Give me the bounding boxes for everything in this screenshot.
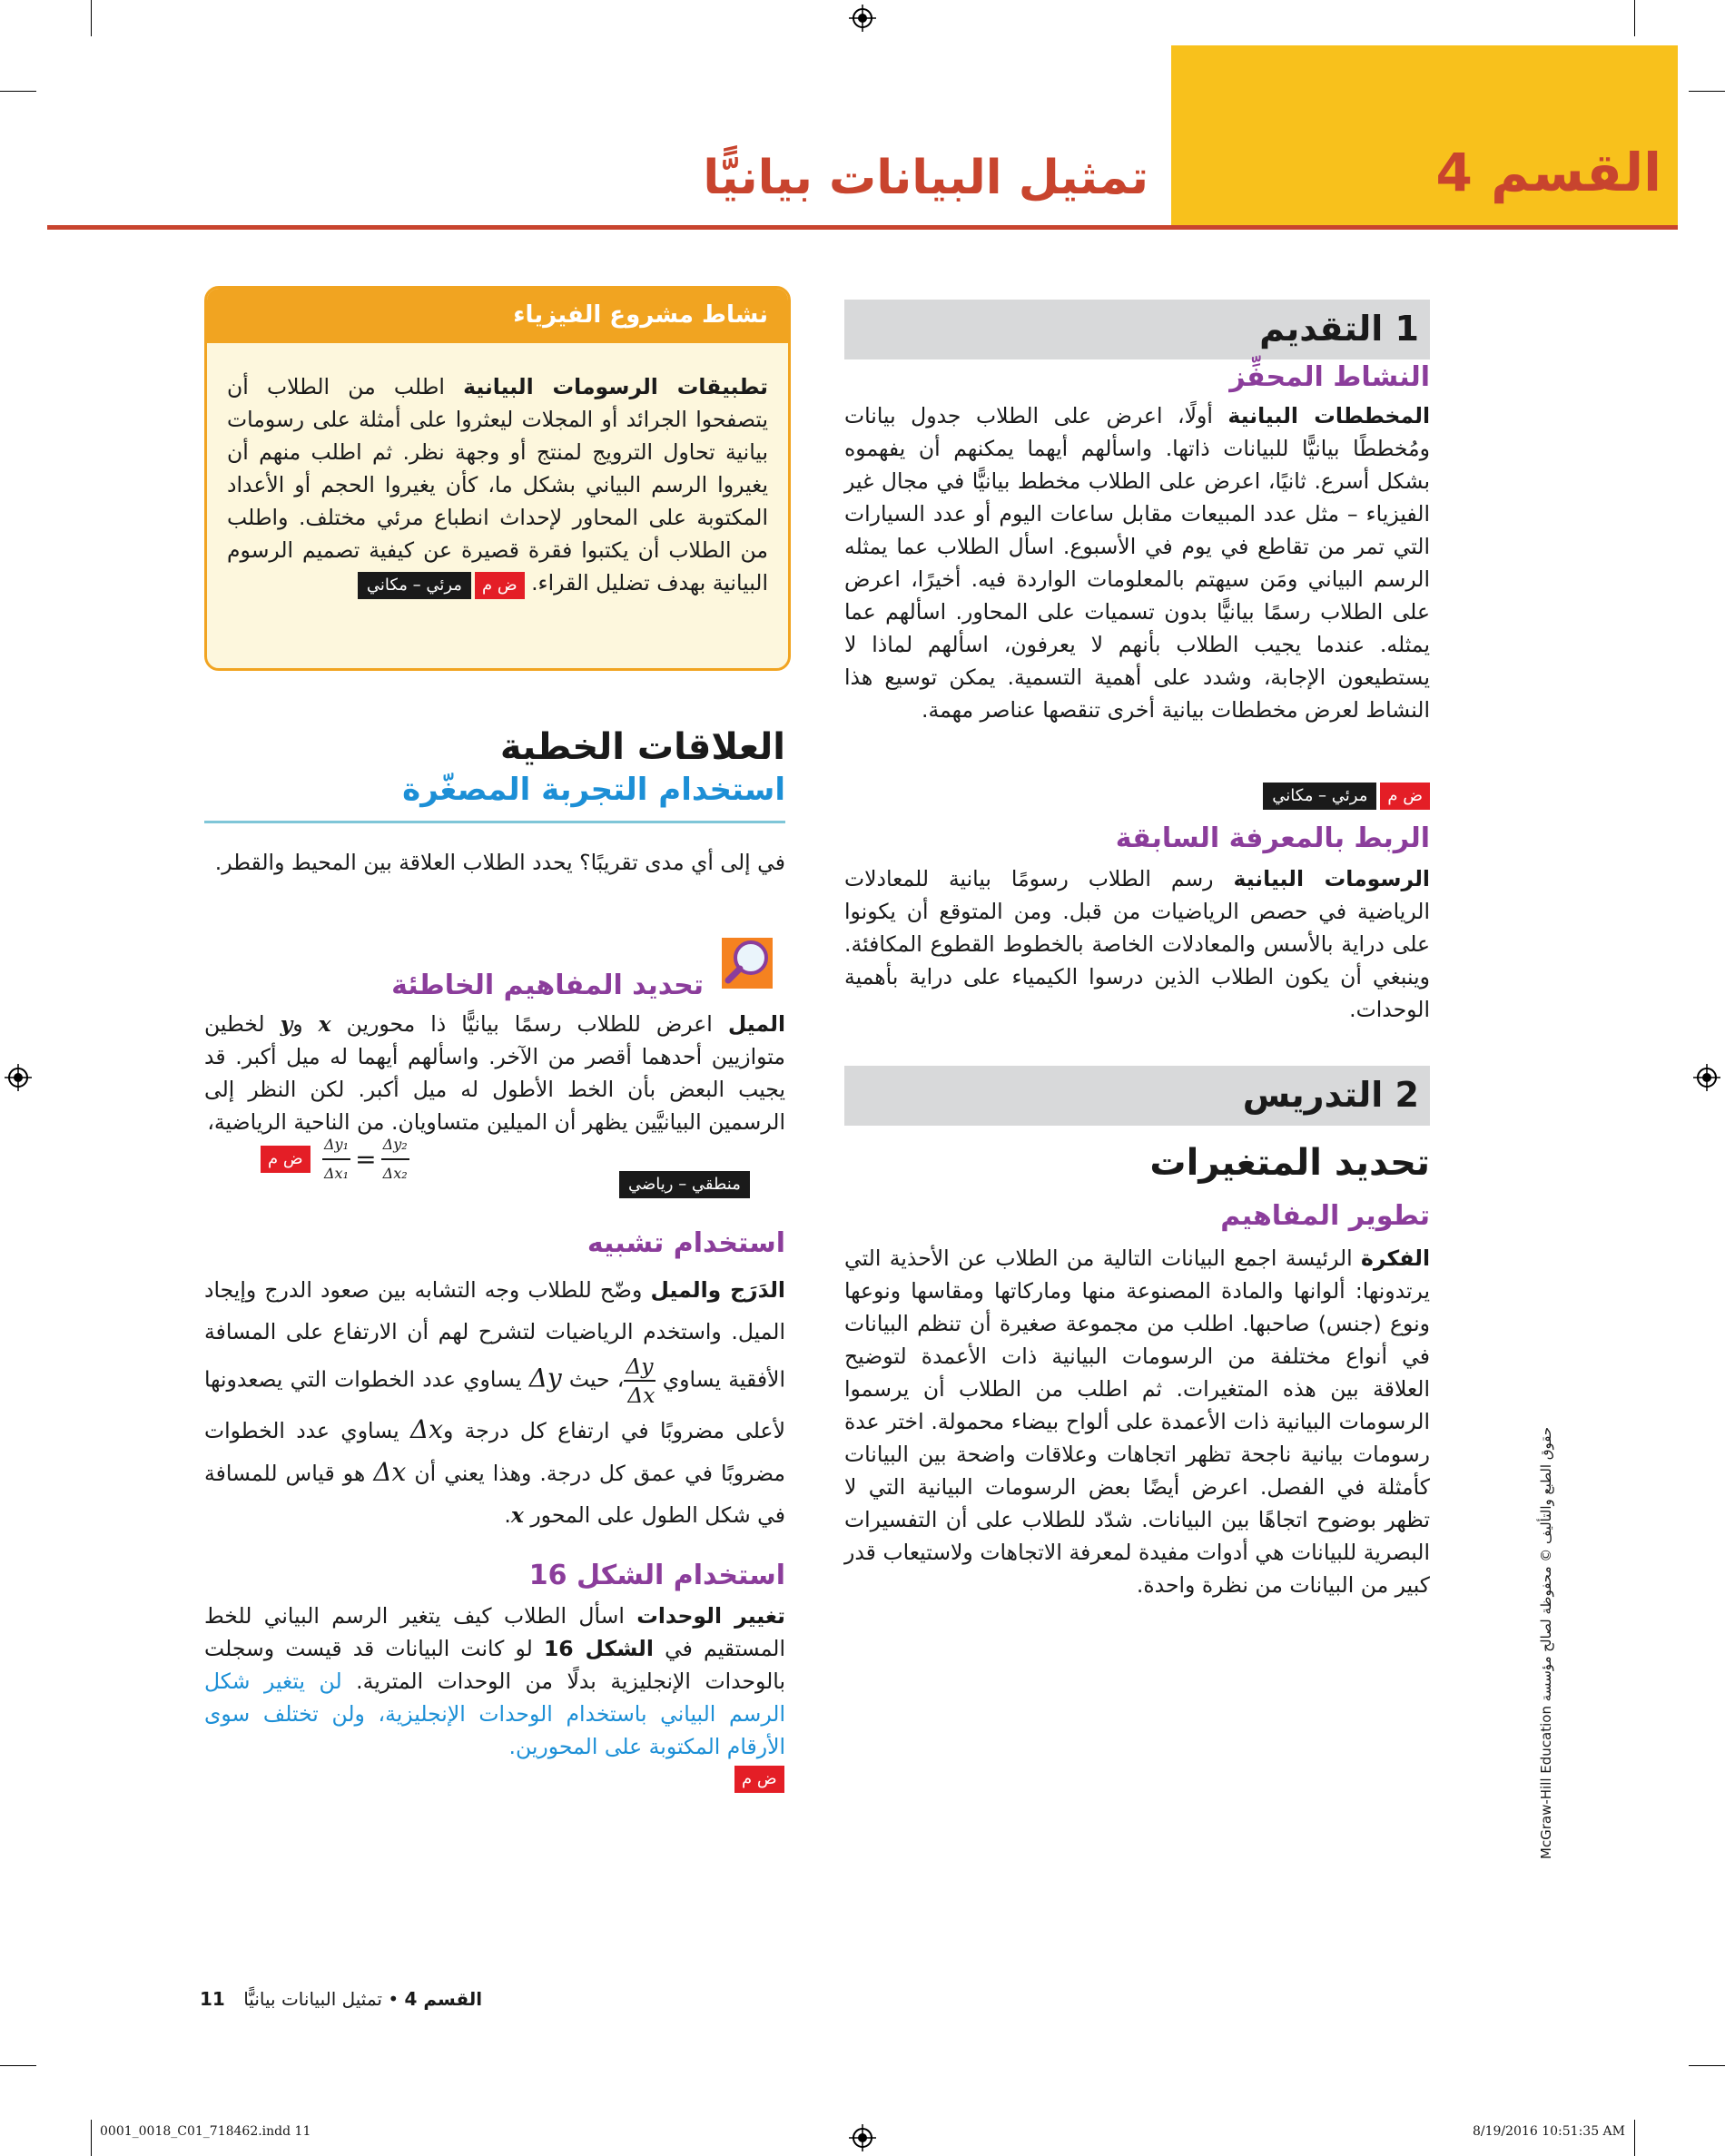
prior-lead: الرسومات البيانية bbox=[1233, 866, 1430, 891]
crop-mark bbox=[91, 0, 92, 36]
analogy-text: ، حيث bbox=[561, 1366, 625, 1393]
motivating-tags bbox=[844, 783, 1430, 810]
fraction-denominator: Δx₂ bbox=[382, 1165, 408, 1182]
intro-bar-title: 1 التقديم bbox=[1259, 309, 1419, 349]
figure16-answer: لن يتغير شكل الرسم البياني باستخدام الوحدات الإنجليزية، ولن تختلف سوى الأرقام المكتوبة على المحورين. bbox=[204, 1669, 785, 1759]
crop-mark bbox=[1634, 2120, 1635, 2156]
misconceptions-paragraph bbox=[204, 1008, 785, 1138]
teach-lead: الفكرة bbox=[1361, 1245, 1430, 1271]
tag-red: ض م bbox=[1380, 783, 1430, 810]
misconceptions-text: لخطين متوازيين أحدهما أقصر من الآخر. واسألهم أيهما له ميل أكبر. قد يجيب البعض بأن الخط الأطول له ميل أكبر. لكن النظر إلى الرسمين البيانيَّين يظهر أن الميلين متساويان. من الناحية الرياضية، bbox=[204, 1011, 785, 1135]
physics-box-header bbox=[207, 289, 788, 343]
crop-mark bbox=[1689, 2065, 1725, 2066]
analogy-text: . bbox=[504, 1502, 511, 1528]
misconceptions-tag-red bbox=[257, 1146, 310, 1173]
figure16-tags bbox=[731, 1766, 784, 1793]
tag-black: مرئي – مكاني bbox=[1263, 783, 1376, 810]
tag-red: ض م bbox=[475, 572, 525, 599]
teach-paragraph bbox=[844, 1242, 1430, 1601]
physics-box-title: نشاط مشروع الفيزياء bbox=[513, 301, 768, 329]
teal-rule bbox=[204, 821, 785, 823]
misconceptions-text: اعرض للطلاب رسمًا بيانيًّا ذا محورين bbox=[330, 1011, 728, 1037]
slope-equation bbox=[322, 1131, 409, 1187]
conjunction: و bbox=[292, 1011, 319, 1037]
tag-black: منطقي – رياضي bbox=[619, 1171, 750, 1198]
prior-text: رسم الطلاب رسومًا بيانية للمعادلات الرياضية في حصص الرياضيات من قبل. ومن المتوقع أن يكونوا على دراية بالأسس والمعادلات الخاصة بالخطوط القطوع المكافئة. وينبغي أن يكون الطلاب الذين درسوا الكيمياء على دراية بأهمية الوحدات. bbox=[844, 866, 1430, 1022]
misconceptions-lead: الميل bbox=[727, 1011, 786, 1037]
fraction-denominator: Δx₁ bbox=[324, 1165, 349, 1182]
var-x: x bbox=[510, 1502, 524, 1528]
teach-heading: تحديد المتغيرات bbox=[1149, 1142, 1430, 1184]
motivating-heading: النشاط المحفِّز bbox=[1229, 361, 1430, 393]
footer-bullet: • bbox=[388, 1988, 399, 2010]
analogy-text: وضّح للطلاب وجه التشابه بين صعود الدرج وإيجاد الميل. واستخدم الرياضيات لتشرح لهم أن الارتفاع على المسافة الأفقية يساوي bbox=[204, 1277, 785, 1393]
slug-date: 8/19/2016 10:51:35 AM bbox=[1472, 2124, 1625, 2139]
physics-project-box bbox=[204, 286, 791, 671]
motivating-lead: المخططات البيانية bbox=[1227, 403, 1431, 428]
crop-mark bbox=[0, 2065, 36, 2066]
crop-mark bbox=[1689, 91, 1725, 92]
delta-x: Δx bbox=[409, 1414, 443, 1444]
fraction-denominator: Δx bbox=[627, 1383, 656, 1408]
tag-red: ض م bbox=[261, 1146, 310, 1173]
analogy-text: يساوي عدد الخطوات التي يصعدونها لأعلى مضروبًا في ارتفاع كل درجة و bbox=[204, 1366, 785, 1443]
figure16-lead: تغيير الوحدات bbox=[636, 1603, 785, 1629]
teach-text: الرئيسة اجمع البيانات التالية من الطلاب عن الأحذية التي يرتدونها: ألوانها والمادة المصنوعة منها وماركاتها ومقاسها ونوعها ونوع (جنس) صاحبها. اطلب من مجموعة صغيرة أن تنظم البيانات في أنواع مختلفة من الرسومات البيانية ذات الأعمدة لتوضيح العلاقة بين هذه المتغيرات. ثم اطلب من الطلاب أن يرسموا الرسومات البيانية ذات الأعمدة على ألواح بيضاء محمولة. اختر عدة رسومات بيانية ناجحة تظهر اتجاهات وعلاقات واضحة بين البيانات كأمثلة في الفصل. اعرض أيضًا بعض الرسومات البيانية التي لا تظهر بوضوح اتجاهًا بين البيانات. شدّد للطلاب على أن التفسيرات البصرية للبيانات هي أدوات مفيدة لمعرفة الاتجاهات ولاستيعاب قدر كبير من البيانات من نظرة واحدة. bbox=[844, 1245, 1430, 1598]
page-footer bbox=[200, 1988, 482, 2010]
registration-mark-icon bbox=[1693, 1064, 1720, 1091]
delta-y: Δy bbox=[528, 1363, 562, 1393]
analogy-paragraph bbox=[204, 1269, 785, 1536]
figure16-text: لو كانت البيانات قد قيست وسجلت بالوحدات الإنجليزية بدلًا من الوحدات المترية. bbox=[204, 1636, 786, 1694]
tag-red: ض م bbox=[734, 1766, 784, 1793]
figure16-text: اسأل الطلاب كيف يتغير الرسم البياني للخط المستقيم في bbox=[204, 1603, 786, 1661]
motivating-paragraph bbox=[844, 399, 1430, 726]
figure-reference: الشكل 16 bbox=[543, 1636, 654, 1661]
crop-mark bbox=[91, 2120, 92, 2156]
fraction bbox=[624, 1353, 655, 1409]
misconceptions-heading: تحديد المفاهيم الخاطئة bbox=[391, 970, 704, 1001]
fraction-numerator: Δy₂ bbox=[381, 1131, 409, 1160]
delta-x: Δx bbox=[373, 1457, 407, 1487]
section-label: القسم 4 bbox=[1435, 142, 1661, 203]
crop-mark bbox=[1634, 0, 1635, 36]
teach-subheading: تطوير المفاهيم bbox=[1220, 1200, 1430, 1232]
intro-bar bbox=[844, 300, 1430, 359]
figure16-paragraph bbox=[204, 1600, 785, 1763]
registration-mark-icon bbox=[849, 2124, 876, 2151]
analogy-text: يساوي عدد الخطوات مضروبًا في عمق كل درجة. وهذا يعني أن bbox=[204, 1418, 785, 1486]
crop-mark bbox=[0, 91, 36, 92]
var-x: x bbox=[318, 1011, 331, 1037]
page-number: 11 bbox=[200, 1988, 225, 2010]
linear-heading: العلاقات الخطية bbox=[499, 726, 785, 768]
figure16-heading: استخدام الشكل 16 bbox=[528, 1560, 785, 1591]
fraction bbox=[381, 1131, 409, 1187]
var-y: y bbox=[280, 1011, 293, 1037]
teach-bar bbox=[844, 1066, 1430, 1126]
tag-black: مرئي – مكاني bbox=[358, 572, 471, 599]
magnifier-icon bbox=[720, 936, 774, 990]
analogy-lead: الدَرَج والميل bbox=[650, 1277, 785, 1303]
registration-mark-icon bbox=[5, 1064, 32, 1091]
fraction-numerator: Δy bbox=[624, 1353, 655, 1382]
physics-box-paragraph bbox=[227, 370, 768, 599]
linear-question: في إلى أي مدى تقريبًا؟ يحدد الطلاب العلاقة بين المحيط والقطر. bbox=[214, 850, 785, 875]
prior-paragraph bbox=[844, 862, 1430, 1026]
equals-sign: = bbox=[355, 1144, 377, 1175]
linear-subheading: استخدام التجربة المصغّرة bbox=[402, 772, 785, 808]
physics-box-text: اطلب من الطلاب أن يتصفحوا الجرائد أو المجلات ليعثروا على أمثلة على رسومات بيانية تحاول الترويج لمنتج أو وجهة نظر. ثم اطلب منهم أن يغيروا الرسم البياني بشكل ما، كأن يغيروا الحجم أو الأعداد المكتوبة على المحاور لإحداث انطباع مرئي مختلف. واطلب من الطلاب أن يكتبوا فقرة قصيرة عن كيفية تصميم الرسوم البيانية بهدف تضليل القراء. bbox=[227, 374, 768, 596]
fraction-numerator: Δy₁ bbox=[322, 1131, 350, 1160]
physics-box-lead: تطبيقات الرسومات البيانية bbox=[463, 374, 768, 399]
footer-title: تمثيل البيانات بيانيًّا bbox=[243, 1988, 382, 2010]
header-rule bbox=[47, 225, 1678, 230]
copyright-credit: حقوق الطبع والتأليف © محفوظة لصالح مؤسسة McGraw-Hill Education bbox=[1538, 1426, 1554, 1860]
prior-heading: الربط بالمعرفة السابقة bbox=[1115, 822, 1430, 854]
misconceptions-tag-black bbox=[619, 1171, 750, 1198]
fraction bbox=[322, 1131, 350, 1187]
page-title: تمثيل البيانات بيانيًّا bbox=[703, 151, 1148, 205]
teach-bar-title: 2 التدريس bbox=[1242, 1075, 1419, 1115]
analogy-heading: استخدام تشبيه bbox=[586, 1227, 785, 1259]
motivating-text: أولًا، اعرض على الطلاب جدول بيانات ومُخططًا بيانيًّا للبيانات ذاتها. واسألهم أيهما يمكنهم أن يفهموه بشكل أسرع. ثانيًا، اعرض على الطلاب مخطط بيانيًّا في مجال غير الفيزياء – مثل عدد المبيعات مقابل ساعات اليوم أو عدد السيارات التي تمر من تقاطع في يوم في الأسبوع. اسأل الطلاب عما يمثله الرسم البياني ومَن سيهتم بالمعلومات الواردة فيه. أخيرًا، اعرض على الطلاب رسمًا بيانيًّا بدون تسميات على المحاور. اسألهم عما يمثله. عندما يجيب الطلاب بأنهم لا يعرفون، اسألهم لماذا لا يستطيعون الإجابة، وشدد على أهمية التسمية. يمكن توسيع هذا النشاط لعرض مخططات بيانية أخرى تنقصها عناصر مهمة. bbox=[844, 403, 1430, 723]
analogy-text: هو قياس للمسافة في شكل الطول على المحور bbox=[204, 1461, 785, 1528]
registration-mark-icon bbox=[849, 5, 876, 32]
footer-section: القسم 4 bbox=[404, 1988, 483, 2010]
slug-file: 0001_0018_C01_718462.indd 11 bbox=[100, 2124, 311, 2139]
